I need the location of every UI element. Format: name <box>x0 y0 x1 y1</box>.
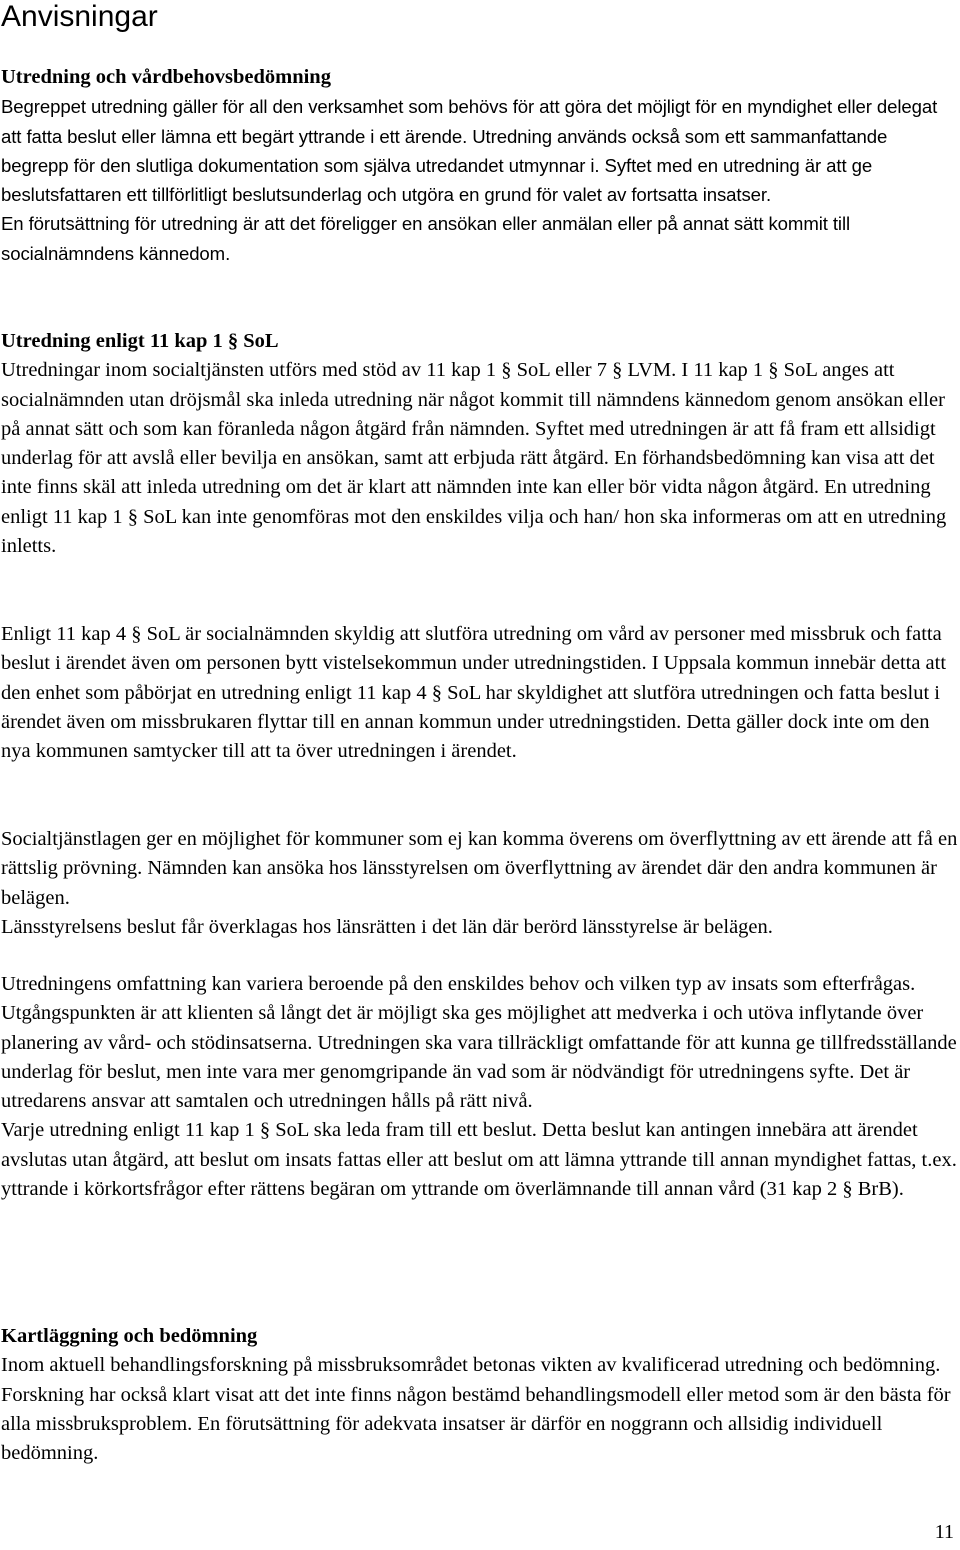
paragraph: Varje utredning enligt 11 kap 1 § SoL ska leda fram till ett beslut. Detta beslut kan antingen innebära att ärendet avslutas utan åtgärd, att beslut om insats fattas eller att beslut om att lämna yttrande till annan myndighet fattas, t.ex. yttrande i körkortsfrågor efter rättens begäran om yttrande om överlämnande till annan vård (31 kap 2 § BrB). <box>1 1119 957 1201</box>
paragraph: Enligt 11 kap 4 § SoL är socialnämnden skyldig att slutföra utredning om vård av personer med missbruk och fatta beslut i ärendet även om personen bytt vistelsekommun under utredningstiden. I Uppsala kommun innebär detta att den enhet som påbörjat en utredning enligt 11 kap 4 § SoL har skyldighet att slutföra utredningen och fatta beslut i ärendet även om missbrukaren flyttar till en annan kommun under utredningstiden. Detta gäller dock inte om den nya kommunen samtycker till att ta över utredningen i ärendet. <box>1 623 947 763</box>
section-overflyttning <box>1 825 958 942</box>
section-kartlaggning <box>1 1322 958 1468</box>
section-utredning-vardbehov <box>1 63 958 268</box>
paragraph: Socialtjänstlagen ger en möjlighet för kommuner som ej kan komma överens om överflyttning av ett ärende att få en rättslig prövning. Nämnden kan ansöka hos länsstyrelsen om överflyttning av ärendet där den andra kommunen är belägen. <box>1 828 958 909</box>
paragraph: Inom aktuell behandlingsforskning på missbruksområdet betonas vikten av kvalificerad utredning och bedömning. Forskning har också klart visat att det inte finns någon bestämd behandlingsmodell eller metod som är den bästa för alla missbruksproblem. En förutsättning för adekvata insatser är därför en noggrann och allsidig individuell bedömning. <box>1 1354 951 1465</box>
section-heading: Kartläggning och bedömning <box>1 1325 258 1347</box>
paragraph: Länsstyrelsens beslut får överklagas hos länsrätten i det län där berörd länsstyrelse är belägen. <box>1 915 773 938</box>
paragraph: Begreppet utredning gäller för all den verksamhet som behövs för att göra det möjligt för en myndighet eller delegat att fatta beslut eller lämna ett begärt yttrande i ett ärende. Utredning används också som ett sammanfattande begrepp för den slutliga dokumentation som själva utredandet utmynnar i. Syftet med en utredning är att ge beslutsfattaren ett tillförlitligt beslutsunderlag och utgöra en grund för valet av fortsatta insatser. <box>1 96 938 206</box>
paragraph: Utredningar inom socialtjänsten utförs med stöd av 11 kap 1 § SoL eller 7 § LVM. I 11 kap 1 § SoL anges att socialnämnden utan dröjsmål ska inleda utredning när något kommit till nämndens kännedom genom ansökan eller på annat sätt och som kan föranleda någon åtgärd från nämnden. Syftet med utredningen är att få fram ett allsidigt underlag för att avslå eller bevilja en ansökan, samt att erbjuda rätt åtgärd. En förhandsbedömning kan visa att det inte finns skäl att inleda utredning om det är klart att nämnden inte kan eller bör vidta någon åtgärd. En utredning enligt 11 kap 1 § SoL kan inte genomföras mot den enskildes vilja och han/ hon ska informeras om att en utredning inletts. <box>1 359 947 558</box>
page-number: 11 <box>934 1521 954 1543</box>
section-utredning-11-kap <box>1 327 958 561</box>
section-heading: Utredning och vårdbehovsbedömning <box>1 66 331 88</box>
paragraph: En förutsättning för utredning är att det föreligger en ansökan eller anmälan eller på annat sätt kommit till socialnämndens kännedom. <box>1 213 851 264</box>
paragraph: Utredningens omfattning kan variera beroende på den enskildes behov och vilken typ av insats som efterfrågas. Utgångspunkten är att klienten så långt det är möjligt ska ges möjlighet att medverka i och utöva inflytande över planering av vård- och stödinsatserna. Utredningen ska vara tillräckligt omfattande för att kunna ge tillfredsställande underlag för beslut, men inte vara mer genomgripande än vad som är nödvändigt för utredningens syfte. Det är utredarens ansvar att samtalen och utredningen hålls på rätt nivå. <box>1 973 957 1113</box>
page-title: Anvisningar <box>1 0 158 33</box>
section-heading: Utredning enligt 11 kap 1 § SoL <box>1 330 279 352</box>
section-omfattning <box>1 970 958 1204</box>
section-utredning-11-kap-4 <box>1 620 958 766</box>
